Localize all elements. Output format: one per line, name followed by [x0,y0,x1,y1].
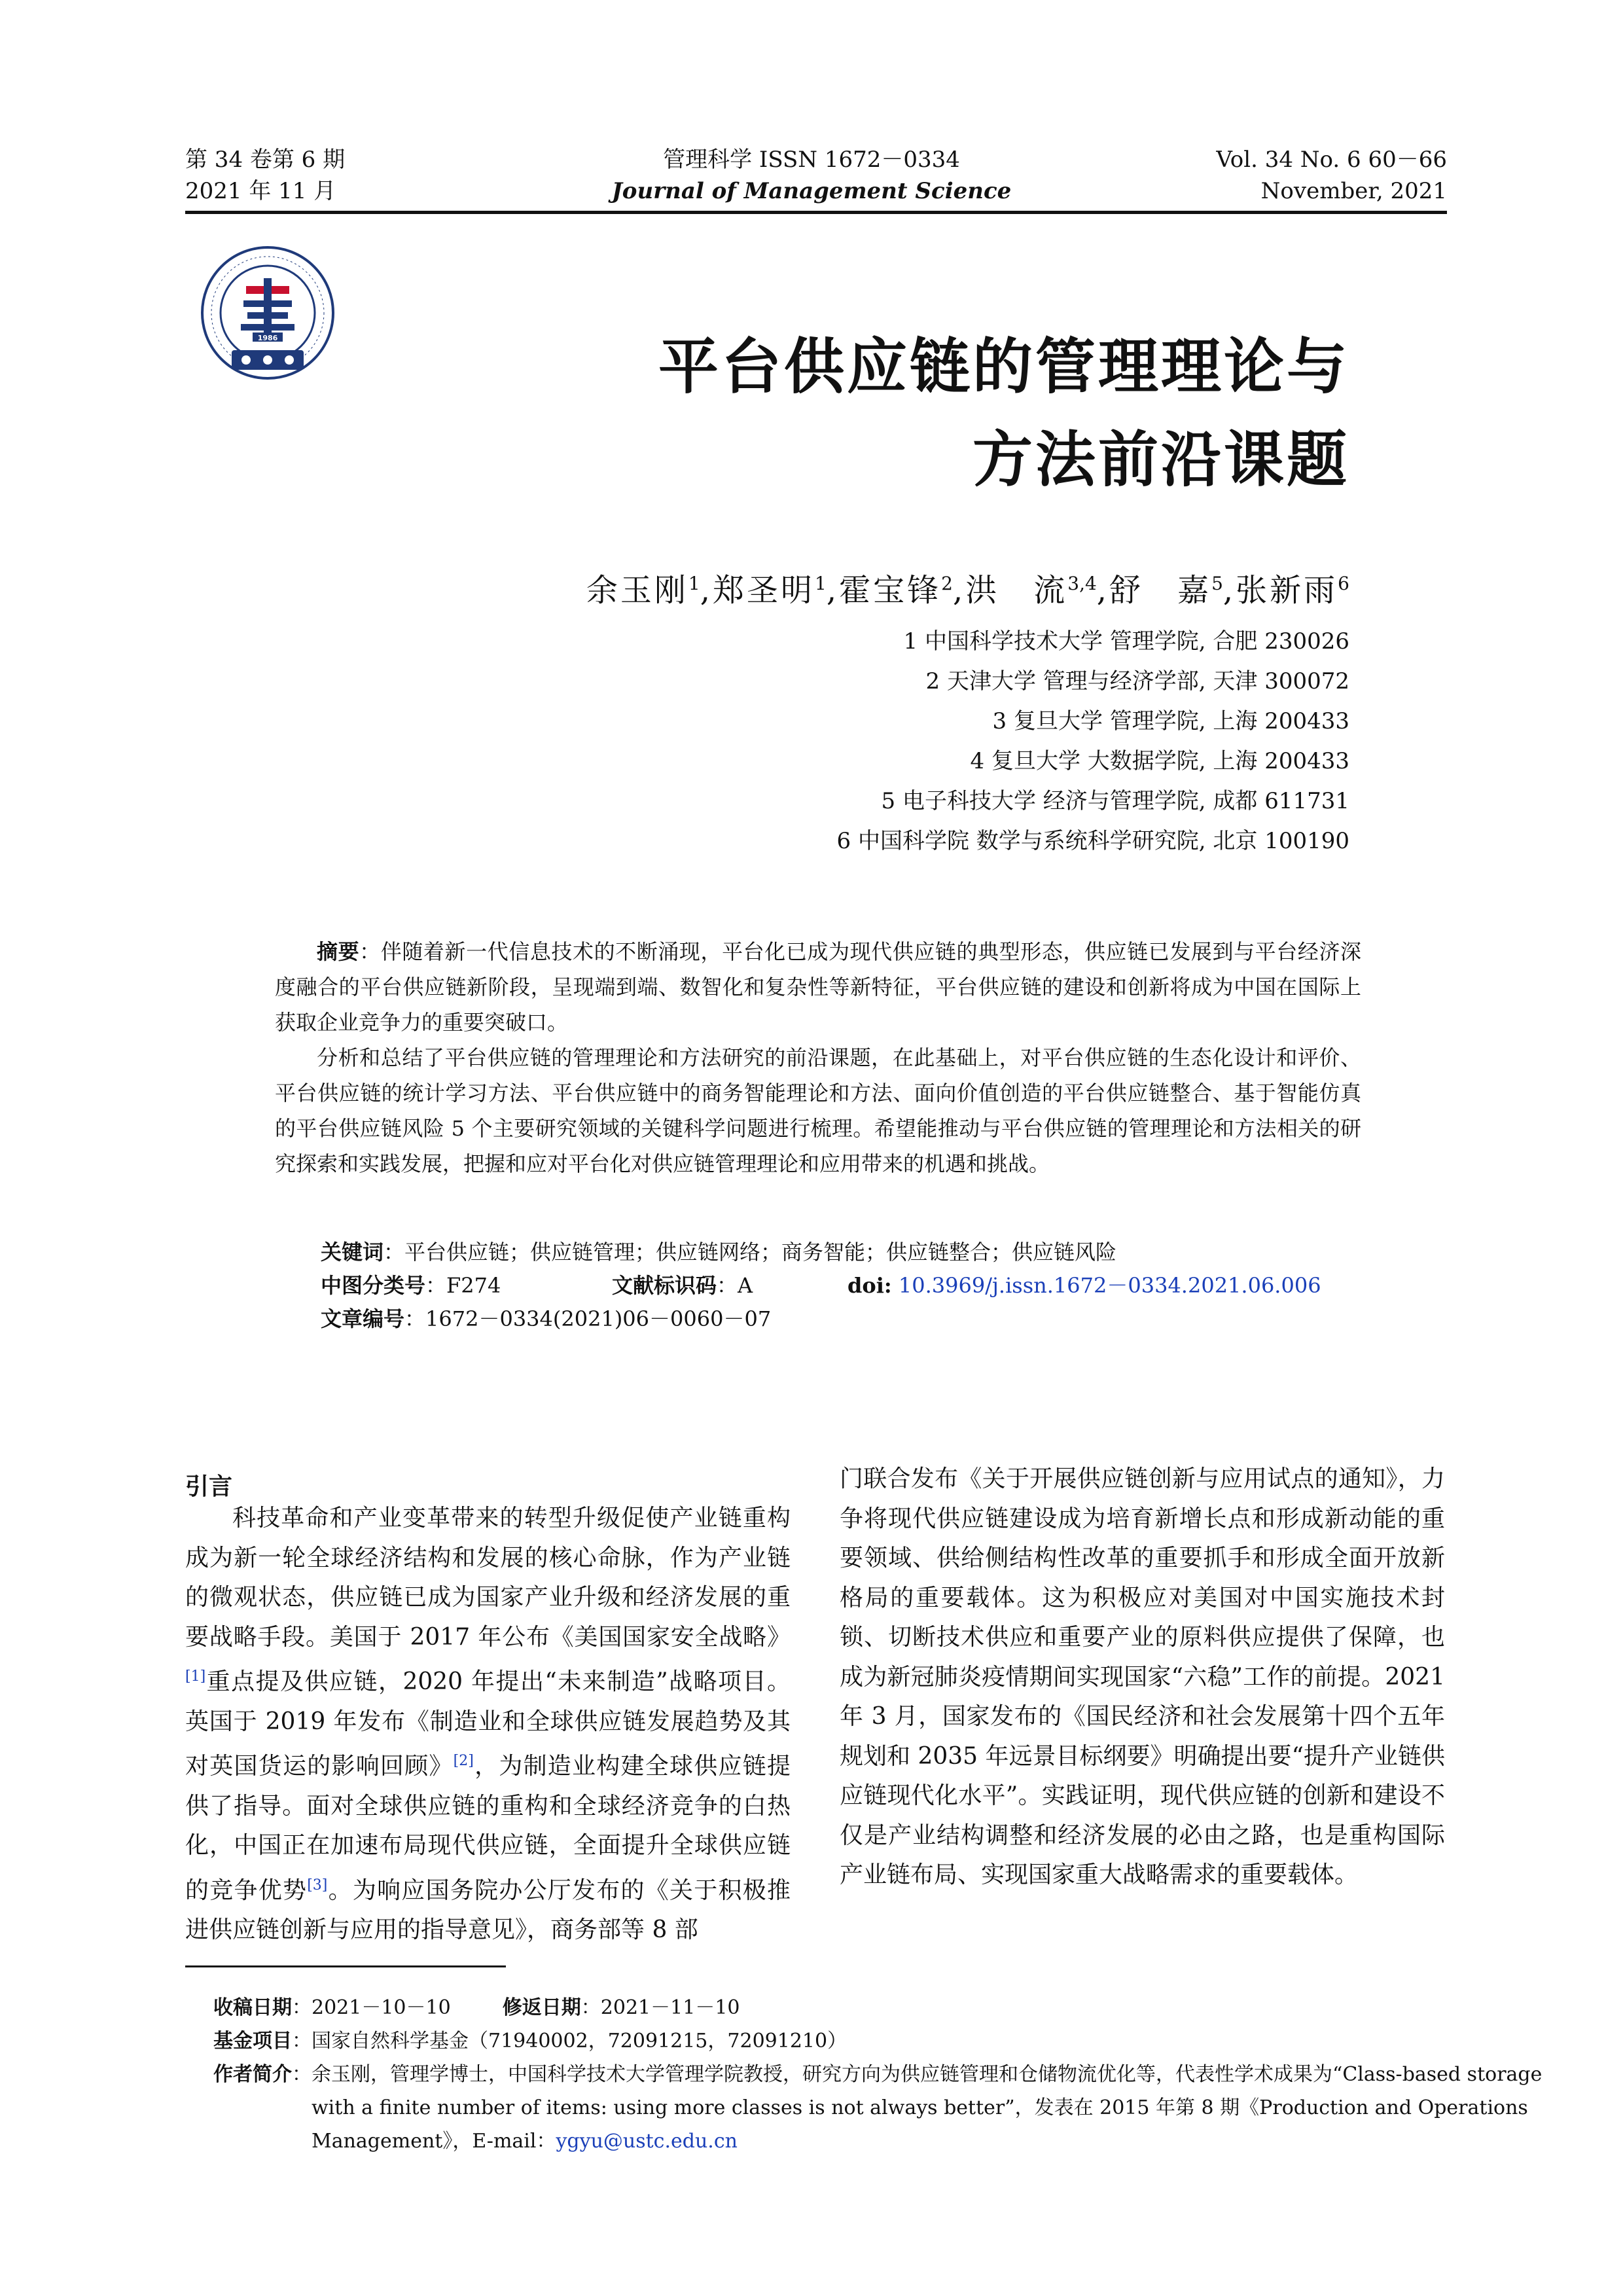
affiliation: 3 复旦大学 管理学院, 上海 200433 [992,708,1349,734]
affiliation-list [837,622,1349,861]
volume-issue: 第 34 卷第 6 期 [185,147,346,173]
body-paragraph: 科技革命和产业变革带来的转型升级促使产业链重构成为新一轮全球经济结构和发展的核心命脉，作为产业链的微观状态，供应链已成为国家产业升级和经济发展的重要战略手段。美国于 2017 年公布《美国国家安全战略》[1]重点提及供应链，2020 年提出“未来制造”战略项目。英国于 2019 年发布《制造业和全球供应链发展趋势及其对英国货运的影响回顾》[2]，为制造业构建全球供应链提供了指导。面对全球供应链的重构和全球经济竞争的白热化，中国正在加速布局现代供应链，全面提升全球供应链的竞争优势[3]。为响应国务院办公厅发布的《关于积极推进供应链创新与应用的指导意见》，商务部等 8 部 [185,1505,791,1943]
affiliation: 6 中国科学院 数学与系统科学研究院, 北京 100190 [836,828,1349,854]
journal-name-issn: 管理科学 ISSN 1672－0334 [663,147,960,173]
doc-code: 文献标识码：A [612,1273,753,1298]
footnote-author-bio: 作者简介：余玉刚，管理学博士，中国科学技术大学管理学院教授，研究方向为供应链管理和仓储物流优化等，代表性学术成果为“Class-based storage with a finite number of items: using more classes is not always better”，发表在 2015 年第 8 期《Production and Operations Management》，E-mail：ygyu@ustc.edu.cn [213,2063,1543,2153]
keywords: 关键词：平台供应链；供应链管理；供应链网络；商务智能；供应链整合；供应链风险 [321,1240,1117,1265]
header-rule [185,211,1447,214]
abstract [275,934,1361,1181]
article-title [658,321,1349,507]
month-year: November, 2021 [1260,178,1447,204]
body-column-left [185,1499,791,1950]
affiliation: 5 电子科技大学 经济与管理学院, 成都 611731 [881,788,1349,814]
journal-logo-seal [200,245,335,380]
citation-ref[interactable]: [2] [453,1753,474,1769]
author: 霍宝锋$^2$, [839,572,966,609]
author-list [586,563,1349,611]
doi: doi: 10.3969/j.issn.1672－0334.2021.06.006 [847,1273,1321,1298]
author: 郑圣明$^1$, [713,572,840,609]
volume-pages: Vol. 34 No. 6 60－66 [1216,147,1447,173]
body-paragraph: 门联合发布《关于开展供应链创新与应用试点的通知》，力争将现代供应链建设成为培育新增长点和形成新动能的重要领域、供给侧结构性改革的重要抓手和形成全面开放新格局的重要载体。这为积极应对美国对中国实施技术封锁、切断技术供应和重要产业的原料供应提供了保障，也成为新冠肺炎疫情期间实现国家“六稳”工作的前提。2021 年 3 月，国家发布的《国民经济和社会发展第十四个五年规划和 2035 年远景目标纲要》明确提出要“提升产业链供应链现代化水平”。实践证明，现代供应链的创新和建设不仅是产业结构调整和经济发展的必由之路，也是重构国际产业链布局、实现国家重大战略需求的重要载体。 [840,1465,1445,1888]
author: 余玉刚$^1$, [586,572,713,609]
footnote-rule [185,1965,506,1967]
article-title-line1: 平台供应链的管理理论与 [658,332,1349,402]
logo-year: 1986 [257,334,278,342]
affiliation: 1 中国科学技术大学 管理学院, 合肥 230026 [903,628,1349,655]
clc-label: 中图分类号 [321,1273,426,1298]
footnote-funding: 基金项目：国家自然科学基金（71940002，72091215，72091210） [213,2030,847,2053]
journal-volume-english [1216,144,1447,207]
citation-ref[interactable]: [3] [307,1876,328,1893]
clc-value: ：F274 [425,1273,501,1298]
affiliation: 4 复旦大学 大数据学院, 上海 200433 [970,748,1349,774]
doi-link[interactable]: 10.3969/j.issn.1672－0334.2021.06.006 [898,1273,1321,1298]
issue-date: 2021 年 11 月 [185,178,336,204]
author-email-link[interactable]: ygyu@ustc.edu.cn [556,2130,738,2153]
abstract-para-2: 分析和总结了平台供应链的管理理论和方法研究的前沿课题，在此基础上，对平台供应链的生态化设计和评价、平台供应链的统计学习方法、平台供应链中的商务智能理论和方法、面向价值创造的平台供应链整合、基于智能仿真的平台供应链风险 5 个主要研究领域的关键科学问题进行梳理。希望能推动与平台供应链的管理理论和方法相关的研究探索和实践发展，把握和应对平台化对供应链管理理论和应用带来的机遇和挑战。 [275,1045,1361,1176]
affiliation: 2 天津大学 管理与经济学部, 天津 300072 [925,668,1349,694]
article-title-line2: 方法前沿课题 [972,425,1349,495]
section-heading: 引言 [185,1473,233,1500]
footnote-dates: 收稿日期：2021－10－10 修返日期：2021－11－10 [213,1996,740,2019]
abstract-para-1: 摘要：伴随着新一代信息技术的不断涌现，平台化已成为现代供应链的典型形态，供应链已发展到与平台经济深度融合的平台供应链新阶段，呈现端到端、数智化和复杂性等新特征，平台供应链的建设和创新将成为中国在国际上获取企业竞争力的重要突破口。 [275,939,1361,1035]
citation-ref[interactable]: [1] [185,1668,206,1685]
author: 舒 嘉$^5$, [1109,572,1236,609]
journal-english-name: Journal of Management Science [611,178,1012,204]
article-number: 文章编号：1672－0334(2021)06－0060－07 [321,1306,772,1331]
body-column-right [840,1460,1445,1895]
author: 张新雨$^6$ [1236,572,1349,609]
classification-line [321,1270,501,1301]
abstract-label: 摘要 [317,939,360,964]
author: 洪 流$^{3,4}$, [965,572,1110,609]
